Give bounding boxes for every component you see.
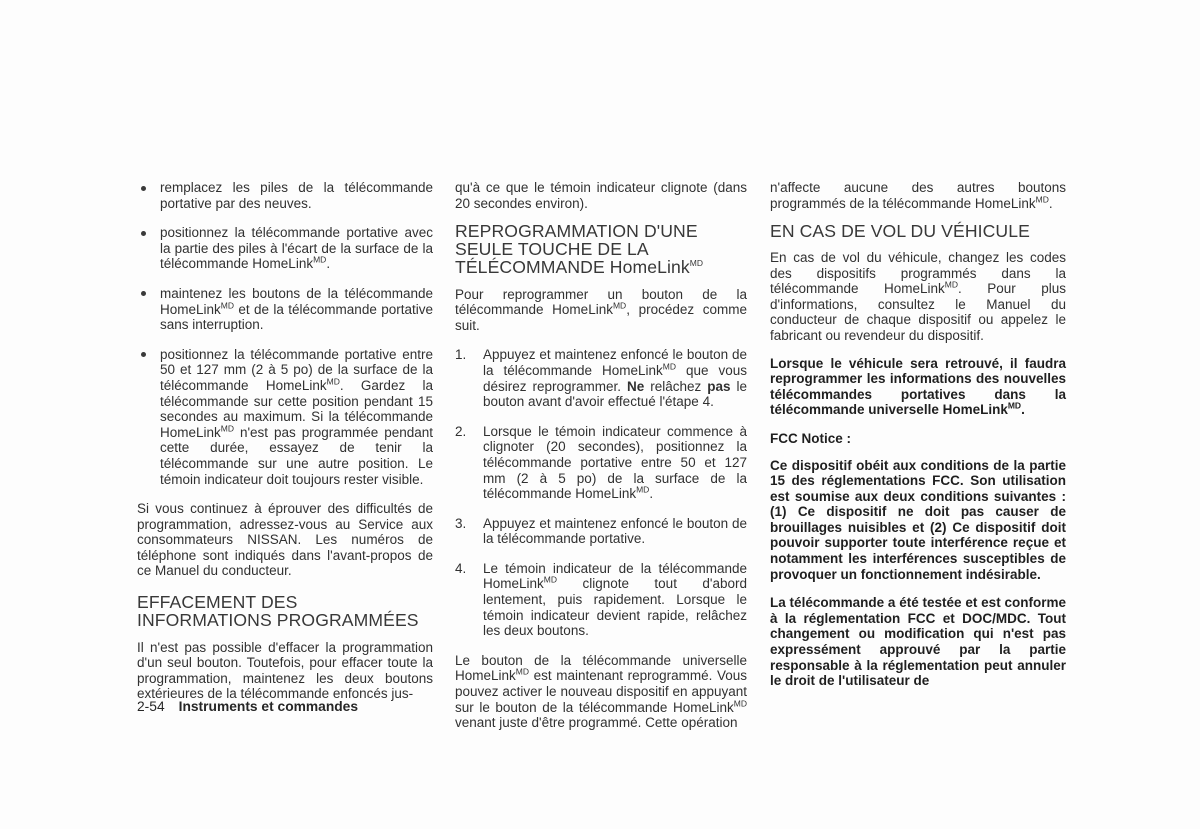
page-footer bbox=[137, 699, 358, 714]
step-number: 1. bbox=[455, 347, 467, 363]
erase-paragraph-continuation: qu'à ce que le témoin indicateur clignote (dans 20 secondes environ). bbox=[455, 180, 747, 211]
erase-section-heading: EFFACEMENT DES INFORMATIONS PROGRAMMÉES bbox=[137, 592, 419, 630]
fcc-compliance-paragraph: La télécommande a été testée et est conforme à la réglementation FCC et DOC/MDC. Tout changement ou modification qui n'est pas expressément approuvé par la partie responsable à la réglementation peut annuler le droit de l'utilisateur de bbox=[770, 595, 1066, 689]
reprogram-section-heading: REPROGRAMMATION D'UNE SEULE TOUCHE DE LA TÉLÉCOMMANDE HomeLink$^{MD}$ bbox=[455, 221, 704, 277]
step-text: Appuyez et maintenez enfoncé le bouton de la télécommande portative. bbox=[483, 515, 747, 547]
reprogram-outro-paragraph: Le bouton de la télécommande universelle HomeLink$^{MD}$ est maintenant reprogrammé. Vous pouvez activer le nouveau dispositif en appuyant sur le bouton de la télécommande HomeLink$^{MD}$ venant juste d'être programmé. Cette opération bbox=[455, 652, 747, 731]
bullet-item-replace-batteries: remplacez les piles de la télécommande portative par des neuves. bbox=[137, 180, 433, 211]
troubleshooting-bullet-list bbox=[137, 180, 433, 487]
bullet-item-position-remote: positionnez la télécommande portative avec la partie des piles à l'écart de la surface de la télécommande HomeLink$^{MD}$. bbox=[137, 225, 433, 272]
step-number: 3. bbox=[455, 515, 467, 531]
footer-section-title: Instruments et commandes bbox=[178, 699, 359, 714]
fcc-notice-label: FCC Notice : bbox=[770, 430, 851, 446]
column-right bbox=[770, 180, 1066, 702]
step-text: Lorsque le témoin indicateur commence à clignoter (20 secondes), positionnez la télécommande portative entre 50 et 127 mm (2 à 5 po) de la surface de la télécommande HomeLink$^{MD}$. bbox=[483, 423, 747, 502]
bullet-item-distance: positionnez la télécommande portative entre 50 et 127 mm (2 à 5 po) de la surface de la télécommande HomeLink$^{MD}$. Gardez la télécommande sur cette position pendant 15 secondes au maximum. Si la télécommande HomeLink$^{MD}$ n'est pas programmée pendant cette durée, essayez de tenir la télécommande sur une autre position. Le témoin indicateur doit toujours rester visible. bbox=[137, 347, 433, 487]
theft-paragraph: En cas de vol du véhicule, changez les codes des dispositifs programmés dans la télécommande HomeLink$^{MD}$. Pour plus d'informations, consultez le Manuel du conducteur de chaque dispositif ou appelez le fabricant ou revendeur du dispositif. bbox=[770, 249, 1066, 343]
theft-section-heading: EN CAS DE VOL DU VÉHICULE bbox=[770, 221, 1030, 242]
step-item-2 bbox=[455, 424, 747, 502]
erase-paragraph: Il n'est pas possible d'effacer la programmation d'un seul bouton. Toutefois, pour effacer toute la programmation, maintenez les deux boutons extérieures de la télécommande enfoncés jus- bbox=[137, 639, 433, 702]
step-text: Le témoin indicateur de la télécommande HomeLink$^{MD}$ clignote tout d'abord lentement, puis rapidement. Lorsque le témoin indicateur devient rapide, relâchez les deux boutons. bbox=[483, 560, 747, 639]
bullet-item-hold-buttons: maintenez les boutons de la télécommande HomeLink$^{MD}$ et de la télécommande portative sans interruption. bbox=[137, 286, 433, 333]
reprogram-outro-continuation: n'affecte aucune des autres boutons programmés de la télécommande HomeLink$^{MD}$. bbox=[770, 180, 1066, 211]
vehicle-retrieved-paragraph: Lorsque le véhicule sera retrouvé, il faudra reprogrammer les informations des nouvelles télécommandes portatives dans la télécommande universelle HomeLink$^{MD}$. bbox=[770, 355, 1066, 418]
troubleshooting-paragraph: Si vous continuez à éprouver des difficultés de programmation, adressez-vous au Service aux consommateurs NISSAN. Les numéros de téléphone sont indiqués dans l'avant-propos de ce Manuel du conducteur. bbox=[137, 501, 433, 579]
reprogram-intro-paragraph: Pour reprogrammer un bouton de la télécommande HomeLink$^{MD}$, procédez comme suit. bbox=[455, 286, 748, 333]
step-item-3 bbox=[455, 516, 747, 547]
column-left bbox=[137, 180, 433, 714]
step-text: Appuyez et maintenez enfoncé le bouton de la télécommande HomeLink$^{MD}$ que vous désirez reprogrammer. Ne relâchez pas le bouton avant d'avoir effectué l'étape 4. bbox=[483, 347, 747, 410]
step-item-1 bbox=[455, 347, 747, 409]
page-number: 2-54 bbox=[137, 699, 165, 714]
column-middle bbox=[455, 180, 747, 743]
reprogram-step-list bbox=[455, 347, 747, 639]
step-number: 4. bbox=[455, 560, 467, 576]
step-number: 2. bbox=[455, 423, 467, 439]
three-column-layout bbox=[137, 180, 1070, 743]
fcc-conditions-paragraph: Ce dispositif obéit aux conditions de la partie 15 des réglementations FCC. Son utilisation est soumise aux deux conditions suivantes : (1) Ce dispositif ne doit pas causer de brouillages nuisibles et (2) Ce dispositif doit pouvoir supporter toute interférence reçue et notamment les interférences susceptibles de provoquer un fonctionnement indésirable. bbox=[770, 457, 1066, 582]
step-item-4 bbox=[455, 561, 747, 639]
